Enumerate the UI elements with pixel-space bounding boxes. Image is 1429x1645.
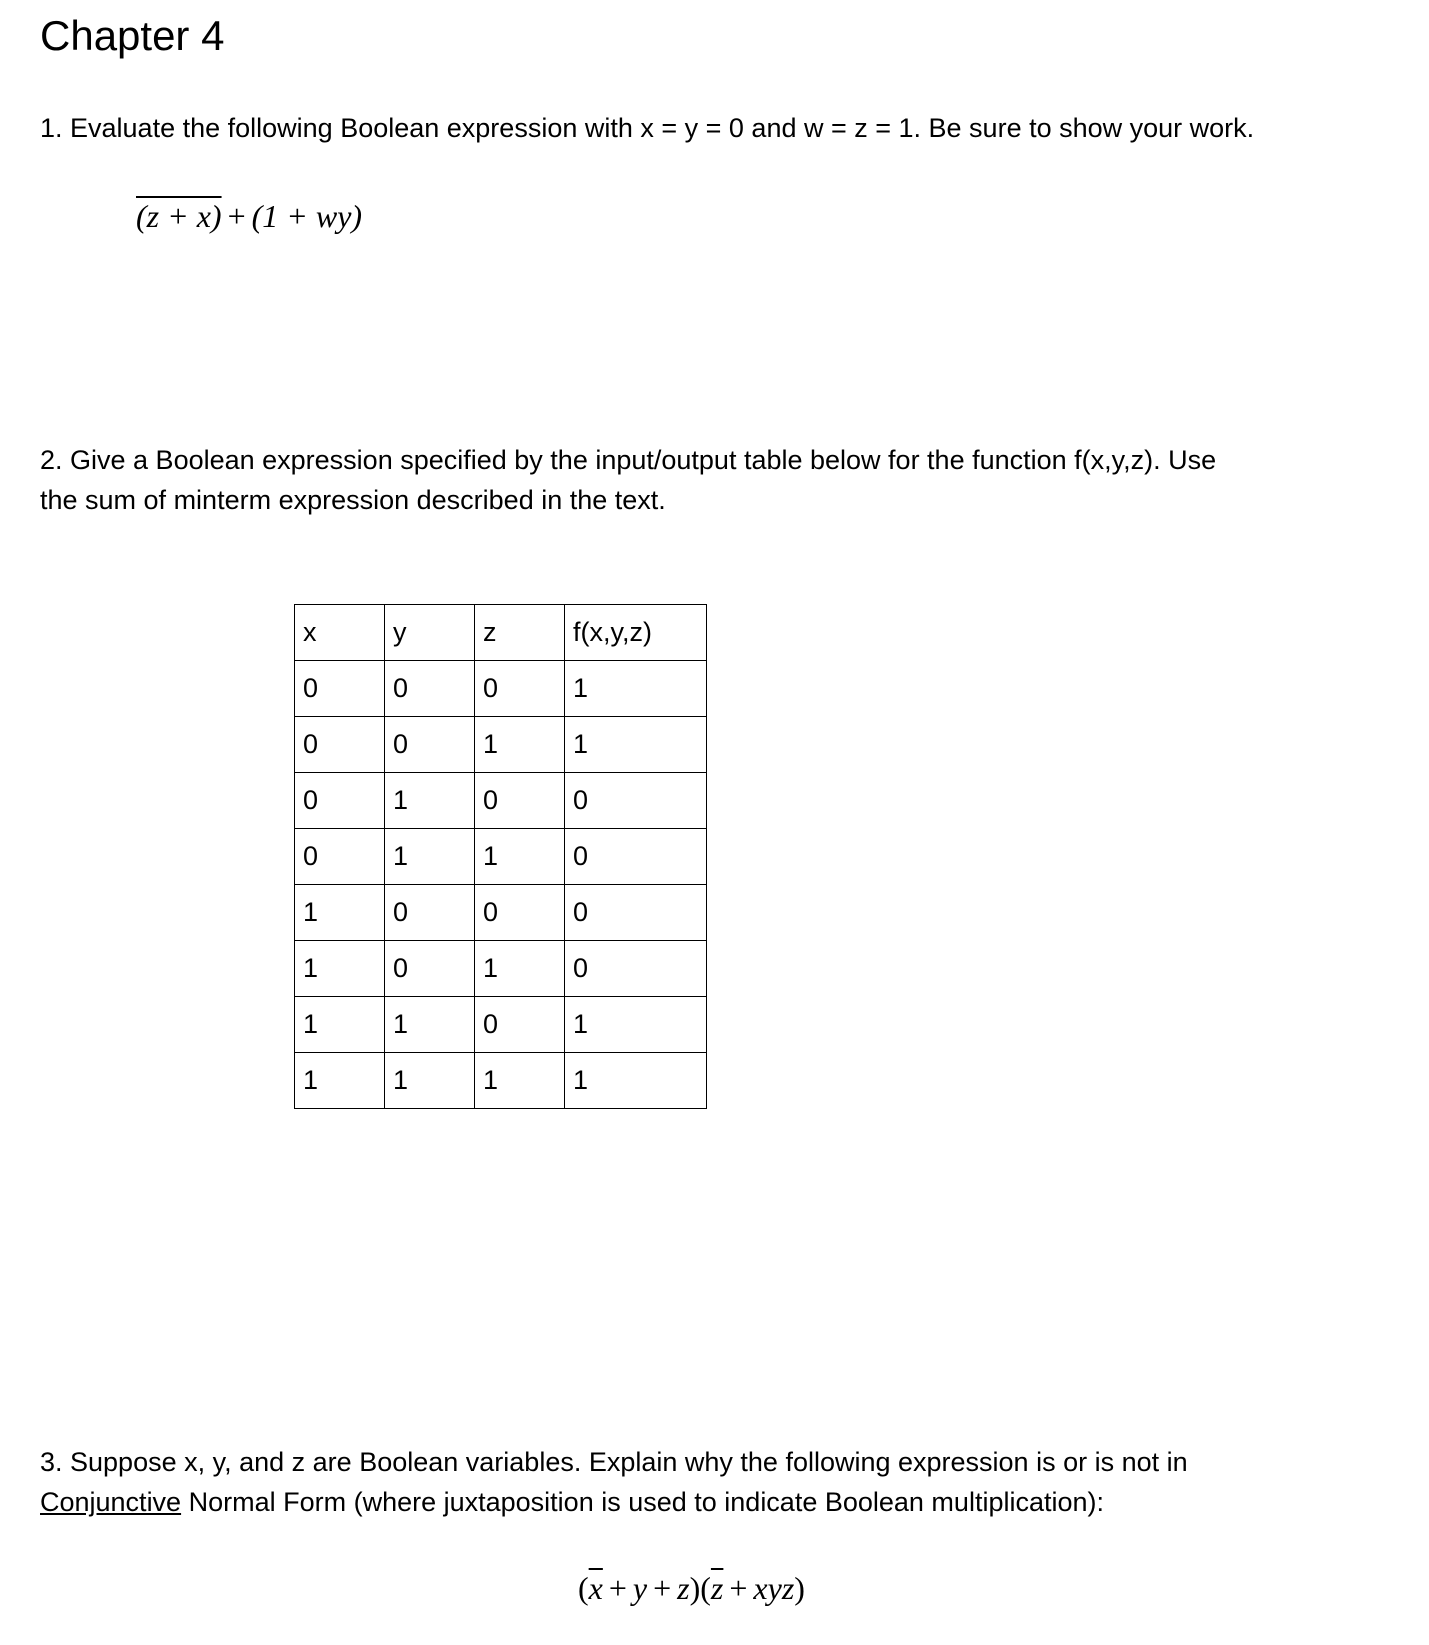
table-row [295,773,707,829]
table-cell: 0 [475,773,565,829]
table-cell: 0 [295,829,385,885]
paren-junction: )( [689,1570,711,1606]
table-cell: 0 [295,717,385,773]
table-row [295,1053,707,1109]
table-cell: 1 [385,773,475,829]
question-2-text [40,440,1400,520]
close-paren: ) [794,1570,805,1606]
header-cell: z [475,605,565,661]
table-cell: 1 [295,941,385,997]
term-xyz: xyz [753,1570,795,1606]
question-3-expression [578,1568,805,1608]
table-cell: 0 [385,661,475,717]
table-cell: 1 [385,997,475,1053]
table-row [295,997,707,1053]
table-cell: 1 [295,1053,385,1109]
table-cell: 0 [295,661,385,717]
question-1-text: 1. Evaluate the following Boolean expression with x = y = 0 and w = z = 1. Be sure to show your work. [40,113,1255,143]
table-cell: 0 [475,997,565,1053]
table-cell: 0 [565,773,707,829]
table-cell: 1 [565,661,707,717]
table-row [295,829,707,885]
variable-z: z [677,1570,690,1606]
underlined-term: Conjunctive [40,1487,182,1517]
table-cell: 0 [385,885,475,941]
table-cell: 1 [475,1053,565,1109]
table-row [295,885,707,941]
question-3-line-2 [40,1482,1400,1522]
table-cell: 1 [565,997,707,1053]
second-group: (1 + wy) [251,198,363,234]
header-cell: f(x,y,z) [565,605,707,661]
table-row [295,661,707,717]
table-cell: 1 [475,829,565,885]
table-cell: 1 [475,941,565,997]
overlined-group: (z + x) [136,198,222,234]
truth-table [294,604,707,1109]
table-cell: 1 [385,829,475,885]
table-cell: 0 [385,941,475,997]
question-3-line-1: 3. Suppose x, y, and z are Boolean variables. Explain why the following expression is or is not in [40,1447,1188,1477]
x-complement: $\overline{x}$ [588,1570,603,1606]
table-row [295,941,707,997]
table-cell: 0 [475,885,565,941]
table-cell: 1 [385,1053,475,1109]
question-2-line-1: 2. Give a Boolean expression specified by the input/output table below for the function f(x,y,z). Use [40,445,1217,475]
table-header-row [295,605,707,661]
z-complement: $\overline{z}$ [710,1570,724,1606]
header-cell: y [385,605,475,661]
table-cell: 0 [295,773,385,829]
question-3-line-2-rest: Normal Form (where juxtaposition is used to indicate Boolean multiplication): [181,1487,1104,1517]
table-cell: 1 [475,717,565,773]
table-cell: 1 [295,885,385,941]
plus-operator: + [653,1570,672,1606]
table-row [295,717,707,773]
table-cell: 0 [565,885,707,941]
open-paren: ( [578,1570,589,1606]
table-cell: 0 [475,661,565,717]
question-1-expression [136,196,362,236]
plus-operator: + [729,1570,748,1606]
table-cell: 0 [565,941,707,997]
table-cell: 0 [385,717,475,773]
variable-y: y [632,1570,648,1606]
plus-operator: + [608,1570,627,1606]
header-cell: x [295,605,385,661]
table-cell: 1 [295,997,385,1053]
table-cell: 1 [565,717,707,773]
chapter-title: Chapter 4 [40,12,225,59]
question-3-text [40,1442,1400,1522]
table-cell: 0 [565,829,707,885]
plus-operator: + [227,198,246,234]
question-2-line-2: the sum of minterm expression described in the text. [40,485,666,515]
table-cell: 1 [565,1053,707,1109]
